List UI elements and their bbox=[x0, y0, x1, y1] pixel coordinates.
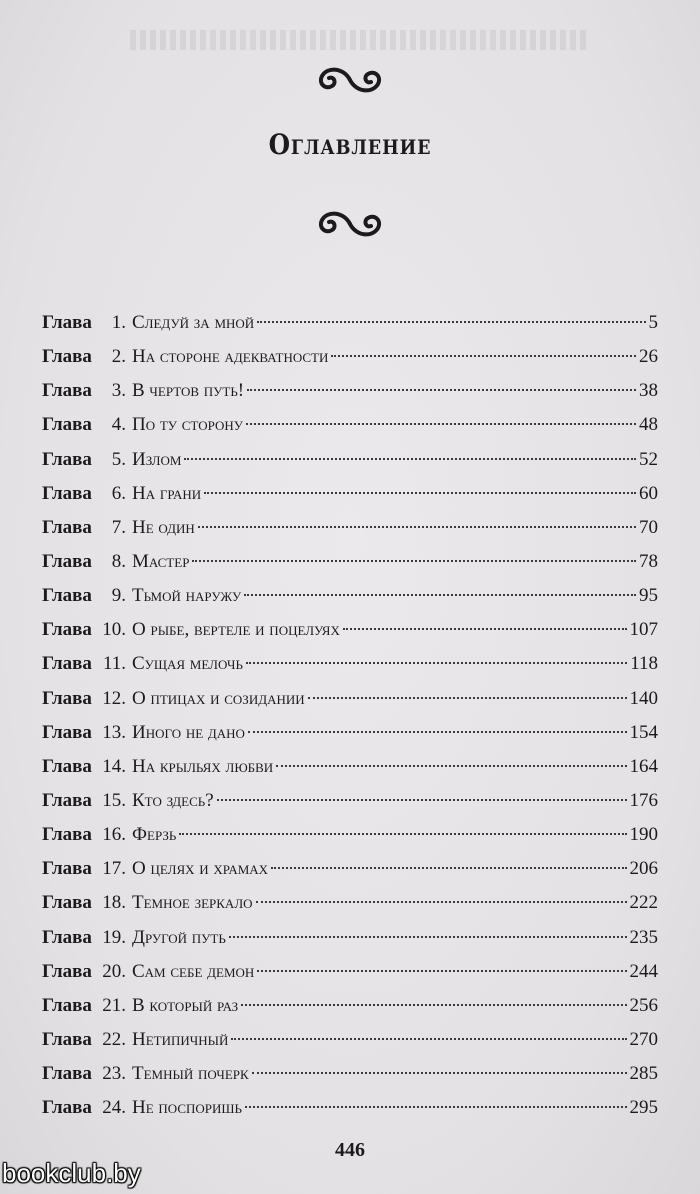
chapter-title: На стороне адекватности bbox=[132, 346, 329, 368]
toc-entry bbox=[42, 653, 658, 687]
page-title: Оглавление bbox=[268, 128, 432, 161]
chapter-label: Глава bbox=[42, 619, 92, 641]
chapter-label: Глава bbox=[42, 482, 92, 504]
spiral-ornament-icon bbox=[300, 60, 400, 100]
chapter-title: В чертов путь! bbox=[132, 380, 245, 402]
dot-leader bbox=[244, 594, 636, 596]
chapter-title: Следуй за мной bbox=[132, 312, 255, 333]
chapter-title: О целях и храмах bbox=[132, 858, 269, 880]
chapter-title: Излом bbox=[132, 448, 182, 470]
chapter-label: Глава bbox=[42, 448, 92, 470]
chapter-number: 11. bbox=[102, 653, 126, 675]
chapter-label: Глава bbox=[42, 824, 92, 846]
dot-leader bbox=[231, 1038, 626, 1040]
chapter-number: 19. bbox=[102, 926, 126, 948]
toc-entry bbox=[42, 619, 658, 653]
chapter-number: 18. bbox=[102, 892, 126, 914]
dot-leader bbox=[198, 526, 636, 528]
chapter-label: Глава bbox=[42, 414, 92, 436]
chapter-number: 23. bbox=[102, 1063, 126, 1085]
toc-entry bbox=[42, 414, 658, 448]
chapter-label: Глава bbox=[42, 585, 92, 607]
chapter-page-number: 206 bbox=[629, 858, 658, 880]
dot-leader bbox=[252, 1072, 627, 1074]
chapter-page-number: 95 bbox=[639, 585, 658, 607]
dot-leader bbox=[179, 833, 626, 835]
chapter-title: Темное зеркало bbox=[132, 892, 253, 914]
dot-leader bbox=[241, 1004, 626, 1006]
dot-leader bbox=[331, 355, 636, 357]
chapter-title: Иного не дано bbox=[132, 721, 245, 743]
chapter-number: 15. bbox=[102, 789, 126, 811]
dot-leader bbox=[248, 731, 627, 733]
chapter-page-number: 270 bbox=[629, 1028, 658, 1050]
toc-entry bbox=[42, 1029, 658, 1063]
dot-leader bbox=[256, 901, 627, 903]
chapter-number: 17. bbox=[102, 858, 126, 880]
toc-entry bbox=[42, 756, 658, 790]
chapter-title: О птицах и созидании bbox=[132, 687, 305, 709]
chapter-number: 2. bbox=[111, 346, 126, 368]
chapter-label: Глава bbox=[42, 516, 92, 538]
chapter-page-number: 244 bbox=[629, 960, 658, 982]
dot-leader bbox=[192, 560, 636, 562]
chapter-label: Глава bbox=[42, 312, 92, 333]
chapter-number: 6. bbox=[111, 482, 126, 504]
chapter-label: Глава bbox=[42, 1028, 92, 1050]
chapter-label: Глава bbox=[42, 550, 92, 572]
toc-entry bbox=[42, 858, 658, 892]
chapter-title: На грани bbox=[132, 482, 202, 504]
chapter-number: 3. bbox=[111, 380, 126, 402]
spiral-ornament-icon bbox=[300, 204, 400, 244]
chapter-page-number: 285 bbox=[629, 1063, 658, 1085]
dot-leader bbox=[343, 628, 627, 630]
chapter-number: 24. bbox=[102, 1097, 126, 1119]
toc-entry bbox=[42, 995, 658, 1029]
chapter-number: 21. bbox=[102, 994, 126, 1016]
dot-leader bbox=[257, 970, 626, 972]
toc-entry bbox=[42, 927, 658, 961]
chapter-number: 7. bbox=[111, 516, 126, 538]
toc-entry bbox=[42, 961, 658, 995]
toc-entry bbox=[42, 688, 658, 722]
chapter-number: 22. bbox=[102, 1028, 126, 1050]
chapter-number: 5. bbox=[111, 448, 126, 470]
chapter-label: Глава bbox=[42, 1063, 92, 1085]
chapter-page-number: 295 bbox=[629, 1097, 658, 1119]
chapter-title: Не поспоришь bbox=[132, 1097, 242, 1119]
dot-leader bbox=[204, 492, 636, 494]
chapter-number: 4. bbox=[111, 414, 126, 436]
chapter-page-number: 38 bbox=[639, 380, 658, 402]
chapter-title: По ту сторону bbox=[132, 414, 243, 436]
chapter-page-number: 118 bbox=[630, 653, 658, 675]
dot-leader bbox=[257, 321, 645, 323]
dot-leader bbox=[217, 799, 627, 801]
chapter-title: Темный почерк bbox=[132, 1063, 249, 1085]
chapter-number: 13. bbox=[102, 721, 126, 743]
chapter-page-number: 26 bbox=[639, 346, 658, 368]
chapter-label: Глава bbox=[42, 755, 92, 777]
toc-entry bbox=[42, 892, 658, 926]
chapter-label: Глава bbox=[42, 960, 92, 982]
chapter-label: Глава bbox=[42, 380, 92, 402]
chapter-title: Кто здесь? bbox=[132, 789, 214, 811]
dot-leader bbox=[246, 423, 636, 425]
chapter-number: 8. bbox=[111, 550, 126, 572]
toc-entry bbox=[42, 1097, 658, 1131]
table-of-contents bbox=[42, 312, 658, 1131]
toc-entry bbox=[42, 585, 658, 619]
chapter-page-number: 48 bbox=[639, 414, 658, 436]
chapter-number: 20. bbox=[102, 960, 126, 982]
chapter-title: О рыбе, вертеле и поцелуях bbox=[132, 619, 340, 641]
chapter-title: В который раз bbox=[132, 994, 239, 1016]
dot-leader bbox=[276, 765, 626, 767]
chapter-label: Глава bbox=[42, 687, 92, 709]
chapter-title: Тьмой наружу bbox=[132, 585, 242, 607]
chapter-number: 10. bbox=[102, 619, 126, 641]
chapter-page-number: 52 bbox=[639, 448, 658, 470]
toc-entry bbox=[42, 551, 658, 585]
chapter-page-number: 176 bbox=[629, 789, 658, 811]
chapter-label: Глава bbox=[42, 346, 92, 368]
chapter-label: Глава bbox=[42, 653, 92, 675]
toc-entry bbox=[42, 312, 658, 346]
chapter-page-number: 235 bbox=[629, 926, 658, 948]
chapter-title: Другой путь bbox=[132, 926, 226, 948]
chapter-page-number: 5 bbox=[648, 312, 658, 333]
chapter-title: Нетипичный bbox=[132, 1028, 229, 1050]
chapter-label: Глава bbox=[42, 892, 92, 914]
chapter-page-number: 107 bbox=[629, 619, 658, 641]
chapter-page-number: 154 bbox=[629, 721, 658, 743]
chapter-label: Глава bbox=[42, 858, 92, 880]
dot-leader bbox=[271, 867, 626, 869]
dot-leader bbox=[247, 389, 636, 391]
chapter-title: Сам себе демон bbox=[132, 960, 255, 982]
chapter-title: На крыльях любви bbox=[132, 755, 274, 777]
chapter-title: Мастер bbox=[132, 550, 190, 572]
toc-entry bbox=[42, 824, 658, 858]
chapter-number: 16. bbox=[102, 824, 126, 846]
chapter-label: Глава bbox=[42, 926, 92, 948]
dot-leader bbox=[245, 1106, 627, 1108]
chapter-page-number: 164 bbox=[629, 755, 658, 777]
chapter-number: 1. bbox=[111, 312, 126, 333]
toc-entry bbox=[42, 380, 658, 414]
page-number: 446 bbox=[335, 1139, 365, 1161]
toc-entry bbox=[42, 449, 658, 483]
chapter-page-number: 256 bbox=[629, 994, 658, 1016]
chapter-label: Глава bbox=[42, 721, 92, 743]
toc-entry bbox=[42, 517, 658, 551]
chapter-label: Глава bbox=[42, 789, 92, 811]
toc-entry bbox=[42, 722, 658, 756]
chapter-label: Глава bbox=[42, 994, 92, 1016]
chapter-page-number: 190 bbox=[629, 824, 658, 846]
toc-entry bbox=[42, 1063, 658, 1097]
dot-leader bbox=[229, 936, 627, 938]
dot-leader bbox=[246, 662, 627, 664]
chapter-label: Глава bbox=[42, 1097, 92, 1119]
toc-entry bbox=[42, 790, 658, 824]
watermark: bookclub.by bbox=[2, 1158, 141, 1188]
chapter-page-number: 70 bbox=[639, 516, 658, 538]
dot-leader bbox=[308, 697, 627, 699]
chapter-page-number: 140 bbox=[629, 687, 658, 709]
bleed-through-text bbox=[130, 30, 590, 50]
chapter-title: Сущая мелочь bbox=[132, 653, 243, 675]
chapter-number: 9. bbox=[111, 585, 126, 607]
toc-entry bbox=[42, 346, 658, 380]
dot-leader bbox=[184, 458, 636, 460]
chapter-title: Ферзь bbox=[132, 824, 177, 846]
chapter-title: Не один bbox=[132, 516, 195, 538]
chapter-number: 12. bbox=[102, 687, 126, 709]
chapter-number: 14. bbox=[102, 755, 126, 777]
toc-entry bbox=[42, 483, 658, 517]
chapter-page-number: 78 bbox=[639, 550, 658, 572]
chapter-page-number: 222 bbox=[629, 892, 658, 914]
chapter-page-number: 60 bbox=[639, 482, 658, 504]
